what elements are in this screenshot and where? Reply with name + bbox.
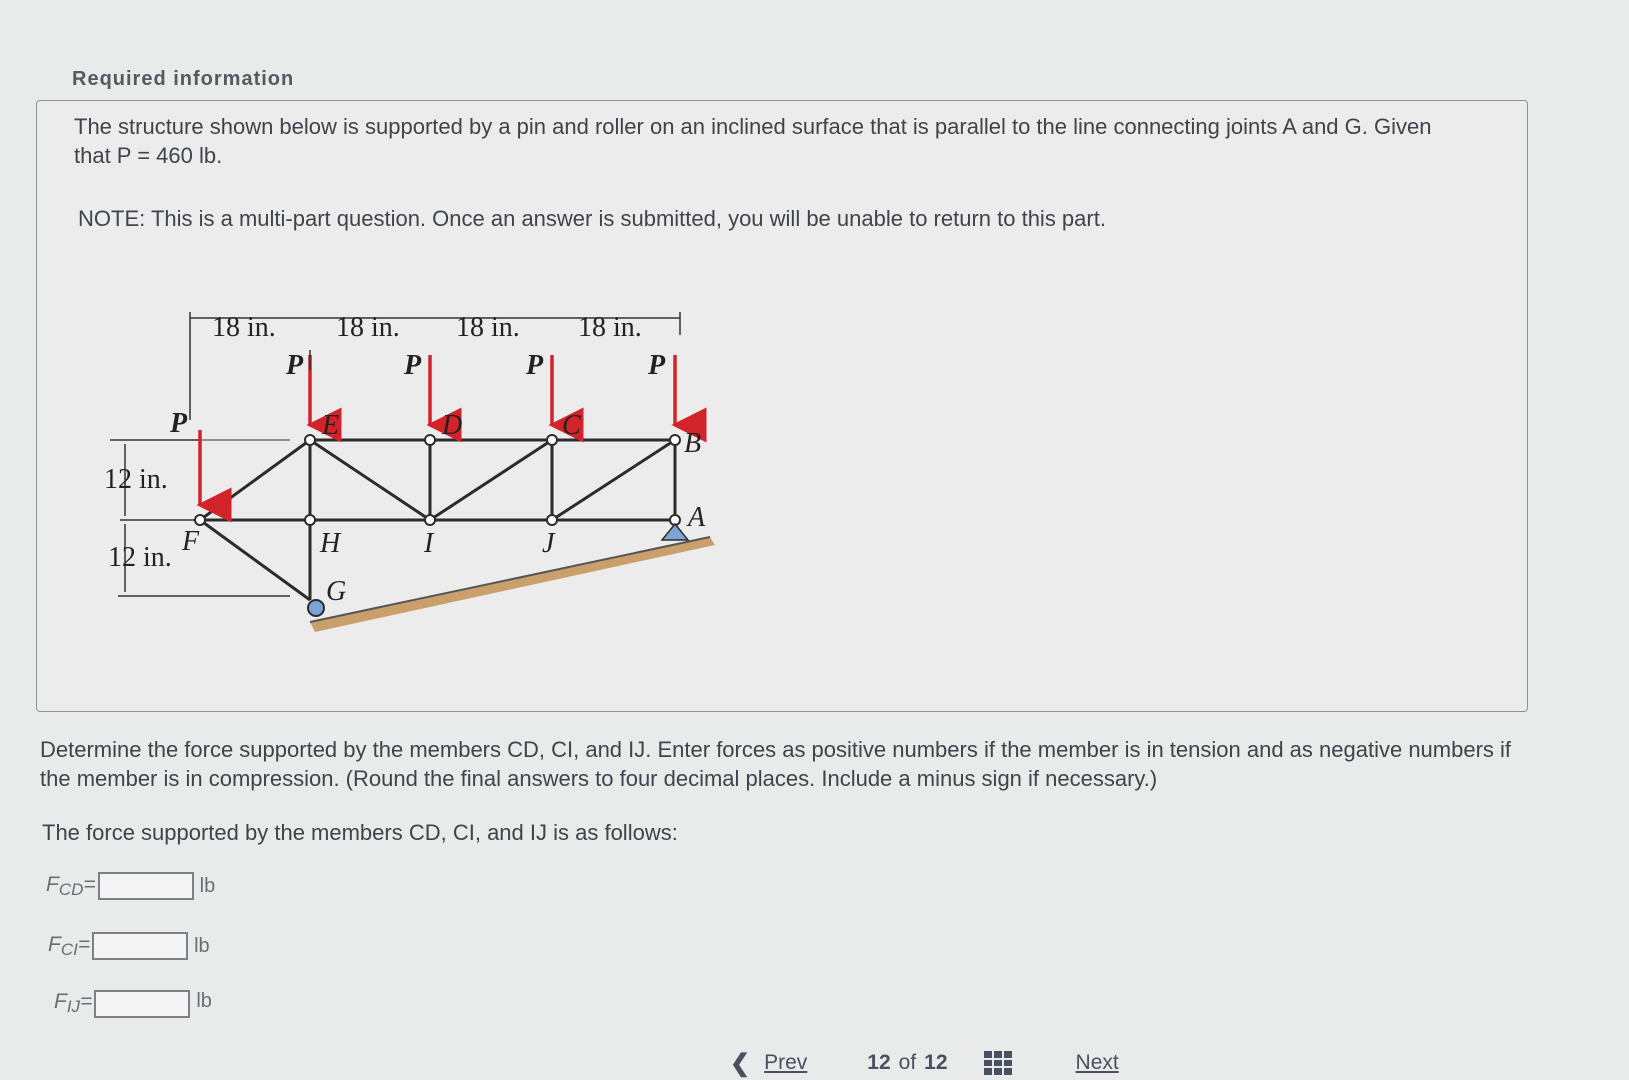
joint-c xyxy=(547,435,557,445)
label-j: J xyxy=(542,528,555,559)
load-label-e: P xyxy=(286,350,304,381)
joint-e xyxy=(305,435,315,445)
answer-label-ci: $F_{CI}=$ xyxy=(48,932,91,959)
problem-note: NOTE: This is a multi-part question. Once an answer is submitted, you will be unable to return to this part. xyxy=(78,206,1106,231)
fci-input[interactable] xyxy=(92,932,188,960)
joint-d xyxy=(425,435,435,445)
chevron-left-icon: ❮ xyxy=(730,1049,751,1077)
joint-j xyxy=(547,515,557,525)
fij-input[interactable] xyxy=(94,990,190,1018)
dim-1: 18 in. xyxy=(212,312,276,343)
answer-label-cd: $F_{CD}=$ xyxy=(46,872,96,899)
page-current: 12 xyxy=(867,1051,891,1074)
unit-ij: lb xyxy=(196,990,212,1012)
label-a: A xyxy=(688,502,706,533)
dim-4: 18 in. xyxy=(578,312,642,343)
answer-row-cd xyxy=(46,872,215,900)
truss-members xyxy=(200,440,675,600)
answer-label-ij: $F_{IJ}=$ xyxy=(54,990,93,1016)
roller-support-a xyxy=(662,524,688,540)
joint-h xyxy=(305,515,315,525)
label-d: D xyxy=(442,410,463,441)
grid-icon[interactable] xyxy=(984,1051,1012,1075)
pin-support-g xyxy=(308,600,324,616)
load-label-d: P xyxy=(404,350,422,381)
section-heading: Required information xyxy=(72,68,295,90)
joint-f xyxy=(195,515,205,525)
label-f: F xyxy=(182,526,200,557)
label-h: H xyxy=(320,528,341,559)
answer-row-ci xyxy=(48,932,210,960)
problem-intro: The structure shown below is supported by a pin and roller on an inclined surface that is parallel to the line connecting joints A and G. Given that P = 460 lb. xyxy=(74,114,1432,168)
fcd-input[interactable] xyxy=(98,872,194,900)
prev-label: Prev xyxy=(764,1051,808,1074)
question-prompt: Determine the force supported by the members CD, CI, and IJ. Enter forces as positive numbers if the member is in tension and as negative numbers if the member is in compression. (Round the final answers to four decimal places. Include a minus sign if necessary.) xyxy=(40,737,1512,791)
label-b: B xyxy=(684,428,702,459)
next-button[interactable]: Next xyxy=(1075,1051,1119,1074)
joint-b xyxy=(670,435,680,445)
load-label-b: P xyxy=(648,350,666,381)
page-total: 12 xyxy=(924,1051,948,1074)
unit-ci: lb xyxy=(194,934,210,957)
label-i: I xyxy=(424,528,434,559)
height-1: 12 in. xyxy=(104,464,168,495)
dim-3: 18 in. xyxy=(456,312,520,343)
load-label-c: P xyxy=(526,350,544,381)
page-of: of xyxy=(898,1051,917,1074)
label-e: E xyxy=(322,410,340,441)
inclined-surface xyxy=(310,537,715,632)
load-label-f: P xyxy=(170,408,188,439)
label-c: C xyxy=(562,410,581,441)
prev-button[interactable] xyxy=(730,1049,807,1078)
height-2: 12 in. xyxy=(108,542,172,573)
dim-2: 18 in. xyxy=(336,312,400,343)
page-indicator xyxy=(867,1051,947,1075)
question-lead: The force supported by the members CD, CI, and IJ is as follows: xyxy=(42,820,678,845)
answer-row-ij xyxy=(54,990,212,1016)
unit-cd: lb xyxy=(199,874,216,897)
joint-i xyxy=(425,515,435,525)
label-g: G xyxy=(326,576,347,607)
footer-nav xyxy=(730,1048,1190,1078)
